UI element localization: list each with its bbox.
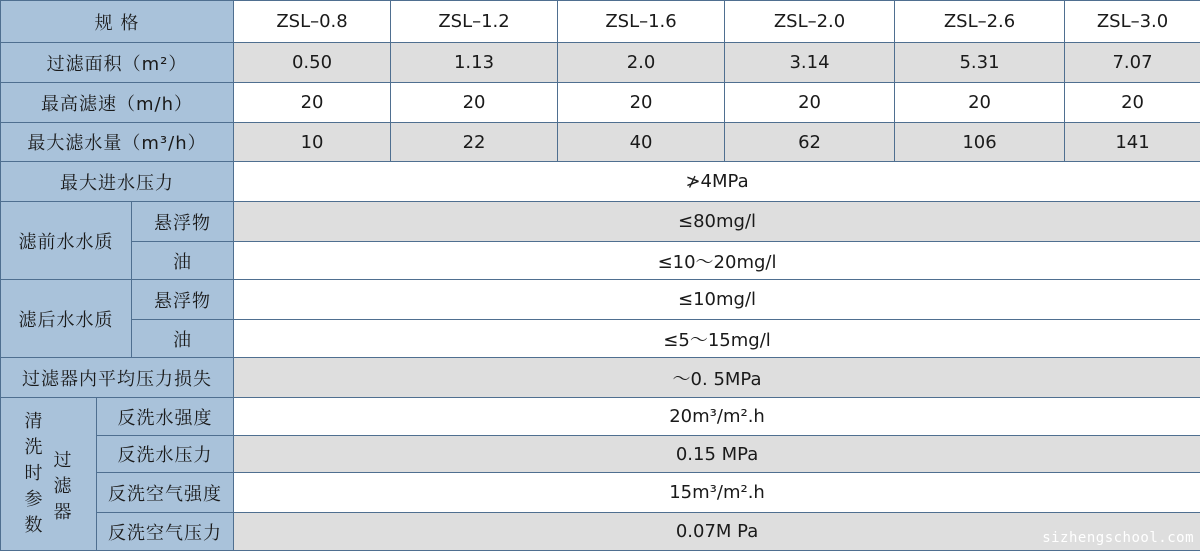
table-cell: 10	[234, 123, 391, 162]
post-filter-suspended-row	[1, 280, 1200, 320]
row-label: 过滤面积（m²）	[1, 43, 234, 83]
table-cell: 20m³/m².h	[234, 398, 1200, 436]
row-label: 最大滤水量（m³/h）	[1, 123, 234, 162]
sub-label: 油	[132, 320, 234, 358]
table-cell: 40	[558, 123, 725, 162]
table-cell: ≤80mg/l	[234, 202, 1200, 242]
pre-filter-oil-row	[1, 242, 1200, 280]
table-cell: 62	[725, 123, 895, 162]
table-cell: ～0. 5MPa	[234, 358, 1200, 398]
table-cell: 20	[1065, 83, 1200, 123]
table-cell: 15m³/m².h	[234, 473, 1200, 513]
post-filter-quality-label: 滤后水水质	[1, 280, 132, 358]
backwash-water-intensity-row	[1, 398, 1200, 436]
table-cell: 0.50	[234, 43, 391, 83]
max-flow-row	[1, 123, 1200, 162]
sub-label: 反洗空气压力	[97, 513, 234, 551]
model-header: ZSL–2.0	[725, 1, 895, 43]
table-cell: 7.07	[1065, 43, 1200, 83]
model-header: ZSL–1.6	[558, 1, 725, 43]
pre-filter-quality-label: 滤前水水质	[1, 202, 132, 280]
header-row	[1, 1, 1200, 43]
model-header: ZSL–1.2	[391, 1, 558, 43]
table-cell: 5.31	[895, 43, 1065, 83]
table-cell: ≤10～20mg/l	[234, 242, 1200, 280]
table-cell: 3.14	[725, 43, 895, 83]
row-label: 最大进水压力	[1, 162, 234, 202]
table-cell: ≯4MPa	[234, 162, 1200, 202]
vertical-char: 滤	[54, 474, 73, 500]
filter-area-row	[1, 43, 1200, 83]
table-cell: 20	[558, 83, 725, 123]
table-cell: 20	[391, 83, 558, 123]
model-header: ZSL–3.0	[1065, 1, 1200, 43]
table-cell: 20	[895, 83, 1065, 123]
vertical-char: 时	[25, 461, 44, 487]
table-cell: 141	[1065, 123, 1200, 162]
watermark: sizhengschool.com	[1042, 530, 1194, 546]
vertical-char: 参	[25, 487, 44, 513]
sub-label: 反洗水压力	[97, 436, 234, 473]
backwash-water-pressure-row	[1, 436, 1200, 473]
sub-label: 悬浮物	[132, 202, 234, 242]
table-cell: ≤10mg/l	[234, 280, 1200, 320]
model-header: ZSL–0.8	[234, 1, 391, 43]
max-inlet-pressure-row	[1, 162, 1200, 202]
sub-label: 油	[132, 242, 234, 280]
backwash-air-pressure-row	[1, 513, 1200, 551]
pre-filter-suspended-row	[1, 202, 1200, 242]
sub-label: 悬浮物	[132, 280, 234, 320]
table-cell: 0.15 MPa	[234, 436, 1200, 473]
vertical-char: 洗	[25, 435, 44, 461]
sub-label: 反洗空气强度	[97, 473, 234, 513]
backwash-air-intensity-row	[1, 473, 1200, 513]
post-filter-oil-row	[1, 320, 1200, 358]
cleaning-params-label	[1, 398, 97, 551]
table-cell: 106	[895, 123, 1065, 162]
table-cell: 2.0	[558, 43, 725, 83]
vertical-char: 数	[25, 513, 44, 539]
row-label: 最高滤速（m/h）	[1, 83, 234, 123]
table-cell: 22	[391, 123, 558, 162]
spec-header-label: 规 格	[1, 1, 234, 43]
sub-label: 反洗水强度	[97, 398, 234, 436]
table-cell: 0.07M Pa	[234, 513, 1200, 551]
row-label: 过滤器内平均压力损失	[1, 358, 234, 398]
vertical-char: 器	[54, 500, 73, 526]
table-cell: 20	[234, 83, 391, 123]
table-cell: 20	[725, 83, 895, 123]
vertical-char: 过	[54, 448, 73, 474]
table-cell: 1.13	[391, 43, 558, 83]
pressure-loss-row	[1, 358, 1200, 398]
vertical-char: 清	[25, 409, 44, 435]
max-speed-row	[1, 83, 1200, 123]
model-header: ZSL–2.6	[895, 1, 1065, 43]
table-cell: ≤5～15mg/l	[234, 320, 1200, 358]
